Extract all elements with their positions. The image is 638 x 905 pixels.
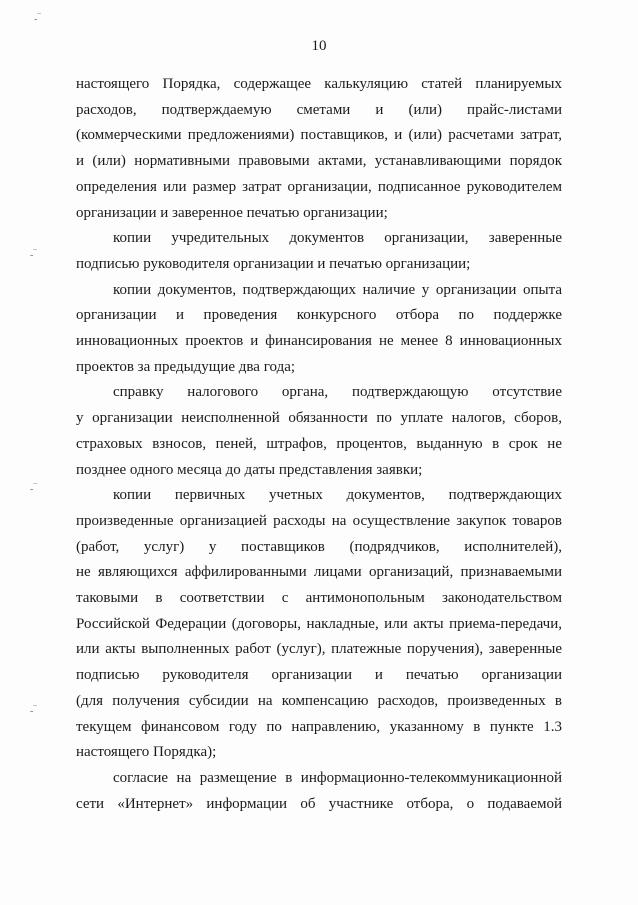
text-line: организации и проведения конкурсного отбора по поддержке	[76, 307, 562, 324]
text-line: (работ, услуг) у поставщиков (подрядчиков, исполнителей),	[76, 538, 562, 555]
body-text	[76, 72, 562, 817]
scan-mark: -‾	[30, 484, 37, 495]
text-line: страховых взносов, пеней, штрафов, процентов, выданную в срок не	[76, 435, 562, 452]
text-line: у организации неисполненной обязанности по уплате налогов, сборов,	[76, 410, 562, 427]
text-line: произведенные организацией расходы на осуществление закупок товаров	[76, 512, 562, 529]
text-line: Российской Федерации (договоры, накладные, или акты приема-передачи,	[76, 615, 562, 632]
text-line: и (или) нормативными правовыми актами, устанавливающими порядок	[76, 153, 562, 170]
paragraph-experience-documents	[76, 278, 562, 381]
text-line: позднее одного месяца до даты представления заявки;	[76, 461, 423, 478]
text-line: сети «Интернет» информации об участнике отбора, о подаваемой	[76, 795, 562, 812]
paragraph-tax-certificate	[76, 380, 562, 483]
paragraph-primary-accounting-documents	[76, 483, 562, 766]
text-line: настоящего Порядка, содержащее калькуляцию статей планируемых	[76, 76, 562, 92]
paragraph-internet-consent	[76, 766, 562, 817]
text-line: организации и заверенное печатью организации;	[76, 204, 388, 221]
scan-mark: -‾	[30, 706, 37, 717]
text-line: проектов за предыдущие два года;	[76, 358, 296, 375]
paragraph-cost-estimate	[76, 72, 562, 226]
text-line: таковыми в соответствии с антимонопольным законодательством	[76, 590, 562, 607]
paragraph-founding-documents	[76, 226, 562, 277]
scan-mark: -‾	[30, 250, 37, 261]
text-line: расходов, подтверждаемую сметами и (или) прайс-листами	[76, 101, 562, 118]
text-line: подписью руководителя организации и печатью организации;	[76, 255, 471, 272]
text-line: копии учредительных документов организации, заверенные	[113, 230, 562, 247]
text-line: справку налогового органа, подтверждающую отсутствие	[113, 384, 562, 401]
text-line: подписью руководителя организации и печатью организации	[76, 667, 562, 684]
text-line: копии первичных учетных документов, подтверждающих	[113, 487, 562, 504]
text-line: (для получения субсидии на компенсацию расходов, произведенных в	[76, 692, 562, 709]
page-number: 10	[311, 38, 327, 54]
text-line: определения или размер затрат организации, подписанное руководителем	[76, 178, 562, 195]
text-line: или акты выполненных работ (услуг), платежные поручения), заверенные	[76, 641, 562, 658]
text-line: настоящего Порядка);	[76, 744, 217, 761]
text-line: согласие на размещение в информационно-телекоммуникационной	[113, 769, 562, 786]
text-line: текущем финансовом году по направлению, указанному в пункте 1.3	[76, 718, 562, 735]
text-line: не являющихся аффилированными лицами организаций, признаваемыми	[76, 564, 562, 581]
scan-mark: -‾	[34, 14, 41, 25]
text-line: (коммерческими предложениями) поставщиков, и (или) расчетами затрат,	[76, 127, 562, 144]
text-line: копии документов, подтверждающих наличие у организации опыта	[113, 281, 562, 298]
text-line: инновационных проектов и финансирования не менее 8 инновационных	[76, 333, 562, 350]
